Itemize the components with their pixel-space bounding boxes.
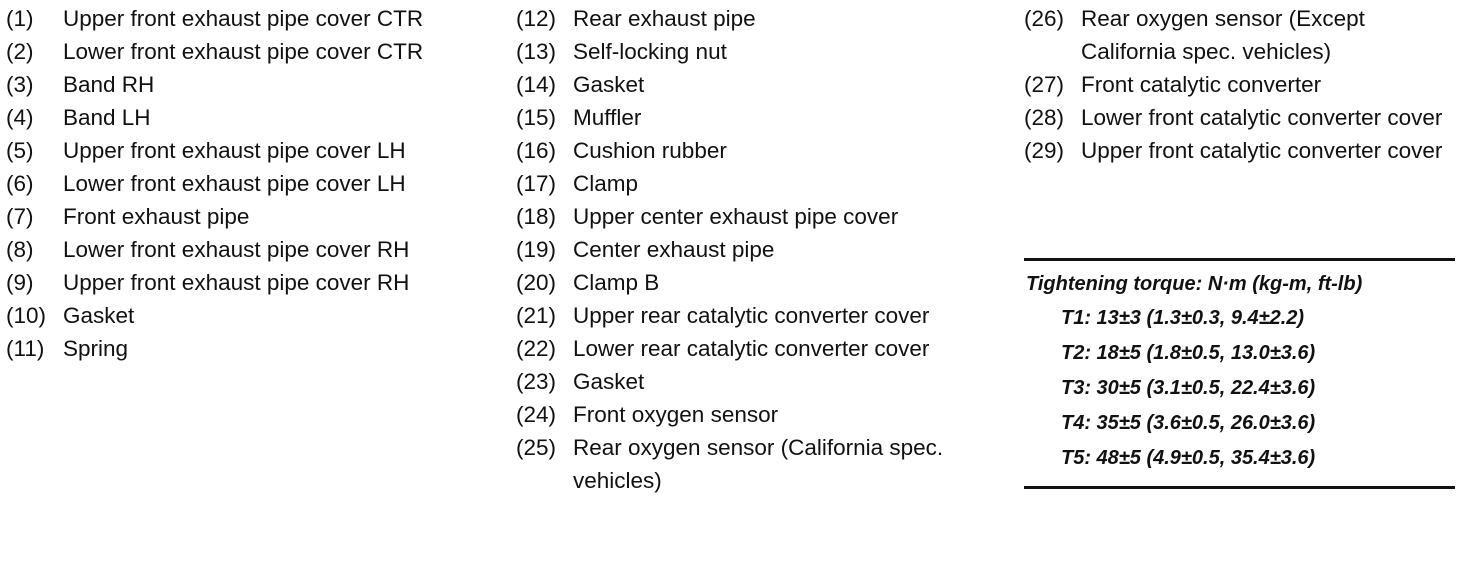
legend-item-label: Front exhaust pipe — [63, 204, 250, 229]
legend-item-label: Rear oxygen sensor (Except California spec. vehicles) — [1081, 6, 1365, 64]
legend-item-label: Upper front exhaust pipe cover RH — [63, 270, 410, 295]
legend-item-label: Cushion rubber — [573, 138, 727, 163]
legend-item — [6, 332, 446, 365]
legend-item — [6, 233, 446, 266]
legend-item — [6, 2, 446, 35]
torque-row-t5: T5: 48±5 (4.9±0.5, 35.4±3.6) — [1061, 447, 1316, 469]
legend-item-number: (11) — [6, 336, 45, 361]
legend-item-number: (6) — [6, 171, 34, 196]
legend-item-label: Band LH — [63, 105, 151, 130]
tightening-torque-box — [1024, 258, 1455, 489]
legend-item — [516, 2, 976, 35]
torque-row-t2: T2: 18±5 (1.8±0.5, 13.0±3.6) — [1061, 342, 1316, 364]
legend-item-label: Lower rear catalytic converter cover — [573, 336, 930, 361]
torque-title: Tightening torque: N·m (kg-m, ft-lb) — [1026, 273, 1363, 295]
legend-item-number: (28) — [1024, 105, 1065, 130]
legend-item-number: (3) — [6, 72, 34, 97]
legend-item-number: (25) — [516, 435, 557, 460]
legend-item-label: Spring — [63, 336, 129, 361]
legend-item — [6, 299, 446, 332]
legend-item-label: Upper front catalytic converter cover — [1081, 138, 1443, 163]
legend-item — [6, 35, 446, 68]
legend-item-label: Lower front exhaust pipe cover CTR — [63, 39, 424, 64]
legend-item — [516, 167, 976, 200]
legend-item — [516, 233, 976, 266]
legend-item — [1024, 68, 1464, 101]
legend-item-number: (29) — [1024, 138, 1065, 163]
legend-item — [516, 68, 976, 101]
legend-item — [516, 398, 976, 431]
legend-item-number: (17) — [516, 171, 557, 196]
legend-item-label: Self-locking nut — [573, 39, 727, 64]
legend-item-label: Front catalytic converter — [1081, 72, 1322, 97]
torque-row-t4: T4: 35±5 (3.6±0.5, 26.0±3.6) — [1061, 412, 1316, 434]
legend-item-number: (18) — [516, 204, 557, 229]
legend-item-label: Muffler — [573, 105, 642, 130]
legend-item — [516, 431, 976, 497]
legend-item-number: (1) — [6, 6, 34, 31]
legend-item — [516, 332, 976, 365]
legend-item-label: Front oxygen sensor — [573, 402, 779, 427]
legend-item-label: Gasket — [573, 72, 645, 97]
legend-item-label: Upper rear catalytic converter cover — [573, 303, 930, 328]
legend-item-label: Clamp B — [573, 270, 660, 295]
legend-item-label: Upper front exhaust pipe cover CTR — [63, 6, 424, 31]
legend-item-label: Lower front exhaust pipe cover RH — [63, 237, 410, 262]
legend-item-number: (7) — [6, 204, 34, 229]
legend-item — [6, 266, 446, 299]
legend-item — [6, 134, 446, 167]
legend-item-number: (22) — [516, 336, 557, 361]
legend-item-number: (19) — [516, 237, 557, 262]
legend-item — [516, 101, 976, 134]
legend-item-label: Gasket — [573, 369, 645, 394]
legend-item-label: Rear oxygen sensor (California spec. vehicles) — [573, 435, 944, 493]
legend-item-number: (10) — [6, 303, 47, 328]
legend-item — [516, 200, 976, 233]
legend-item-number: (21) — [516, 303, 557, 328]
legend-item — [6, 167, 446, 200]
legend-item — [516, 266, 976, 299]
legend-item-number: (20) — [516, 270, 557, 295]
legend-item — [516, 35, 976, 68]
legend-item-label: Lower front catalytic converter cover — [1081, 105, 1443, 130]
legend-item-label: Lower front exhaust pipe cover LH — [63, 171, 406, 196]
legend-item-number: (16) — [516, 138, 557, 163]
legend-item-label: Rear exhaust pipe — [573, 6, 756, 31]
legend-item-number: (4) — [6, 105, 34, 130]
parts-list-column-1 — [6, 2, 446, 365]
legend-item-number: (24) — [516, 402, 557, 427]
legend-item-label: Gasket — [63, 303, 135, 328]
legend-item-number: (14) — [516, 72, 557, 97]
torque-row-t1: T1: 13±3 (1.3±0.3, 9.4±2.2) — [1061, 307, 1305, 329]
legend-item-number: (23) — [516, 369, 557, 394]
legend-item-label: Upper center exhaust pipe cover — [573, 204, 899, 229]
legend-item-number: (26) — [1024, 6, 1065, 31]
parts-list-column-2 — [516, 2, 976, 497]
legend-item — [6, 101, 446, 134]
legend-item-number: (27) — [1024, 72, 1065, 97]
legend-item-number: (9) — [6, 270, 34, 295]
legend-item-number: (15) — [516, 105, 557, 130]
legend-item — [6, 68, 446, 101]
legend-item-label: Center exhaust pipe — [573, 237, 775, 262]
legend-item-number: (2) — [6, 39, 34, 64]
legend-item — [516, 365, 976, 398]
legend-item-number: (13) — [516, 39, 557, 64]
legend-item — [1024, 134, 1464, 167]
torque-row-t3: T3: 30±5 (3.1±0.5, 22.4±3.6) — [1061, 377, 1316, 399]
legend-item-label: Band RH — [63, 72, 155, 97]
legend-item — [516, 299, 976, 332]
legend-item-label: Clamp — [573, 171, 639, 196]
legend-item-label: Upper front exhaust pipe cover LH — [63, 138, 406, 163]
legend-item — [516, 134, 976, 167]
parts-list-column-3 — [1024, 2, 1464, 167]
legend-item — [6, 200, 446, 233]
legend-item-number: (5) — [6, 138, 34, 163]
legend-item-number: (8) — [6, 237, 34, 262]
legend-item-number: (12) — [516, 6, 557, 31]
legend-item — [1024, 2, 1464, 68]
legend-item — [1024, 101, 1464, 134]
